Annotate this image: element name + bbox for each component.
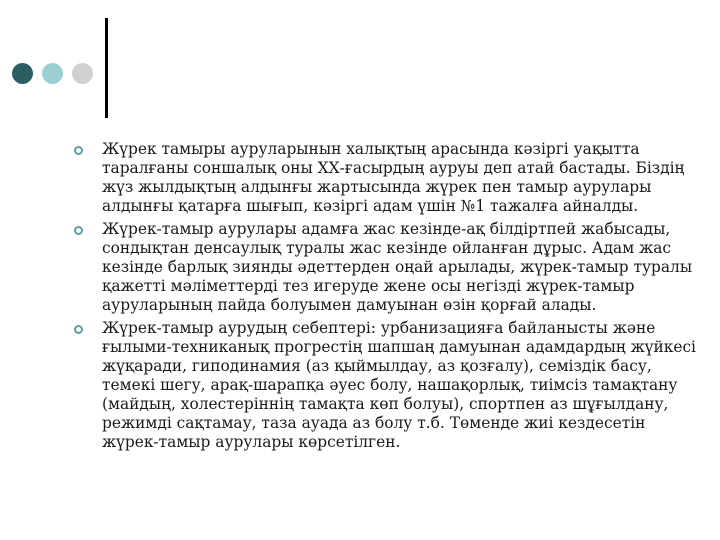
light-teal-dot bbox=[42, 63, 63, 84]
bullet-text: Жүрек-тамыр аурудың себептері: урбанизацияға байланысты және ғылыми-техниканық прогрестің шапшаң дамуынан адамдардың жүйкесі жүқаради, гиподинамия (аз қыймылдау, аз қозғалу), семіздік басу, темекі шегу, арақ-шарапқа әуес болу, нашақорлық, тиімсіз тамақтану (майдың, холестеріннің тамақта көп болуы), спортпен аз шұғылдану, режимді сақтамау, таза ауада аз болу т.б. Төменде жиі кездесетін жүрек-тамыр аурулары көрсетілген. bbox=[102, 319, 696, 451]
bullet-item-3 bbox=[72, 319, 697, 452]
gray-dot bbox=[72, 63, 93, 84]
bullet-item-1 bbox=[72, 140, 697, 216]
vertical-divider-line bbox=[105, 18, 108, 118]
decorative-dots bbox=[12, 63, 98, 87]
dark-teal-dot bbox=[12, 63, 33, 84]
bullet-text: Жүрек тамыры ауруларынын халықтың арасында кәзіргі уақытта таралғаны соншалық оны ХХ-ғасырдың ауруы деп атай бастады. Біздің жүз жылдықтың алдынғы жартысында жүрек пен тамыр аурулары алдынғы қатарға шығып, кәзіргі адам үшін №1 тажалға айналды. bbox=[102, 140, 685, 215]
bullet-list bbox=[72, 140, 697, 456]
bullet-text: Жүрек-тамыр аурулары адамға жас кезінде-ақ білдіртпей жабысады, сондықтан денсаулық туралы жас кезінде ойланған дұрыс. Адам жас кезінде барлық зиянды әдеттерден оңай арылады, жүрек-тамыр туралы қажетті мәліметтерді тез игеруде жене осы негізді жүрек-тамыр ауруларының пайда болуымен дамуынан өзін қорғай алады. bbox=[102, 220, 693, 314]
bullet-circle-icon bbox=[74, 325, 83, 334]
bullet-item-2 bbox=[72, 220, 697, 315]
bullet-circle-icon bbox=[74, 146, 83, 155]
bullet-circle-icon bbox=[74, 226, 83, 235]
